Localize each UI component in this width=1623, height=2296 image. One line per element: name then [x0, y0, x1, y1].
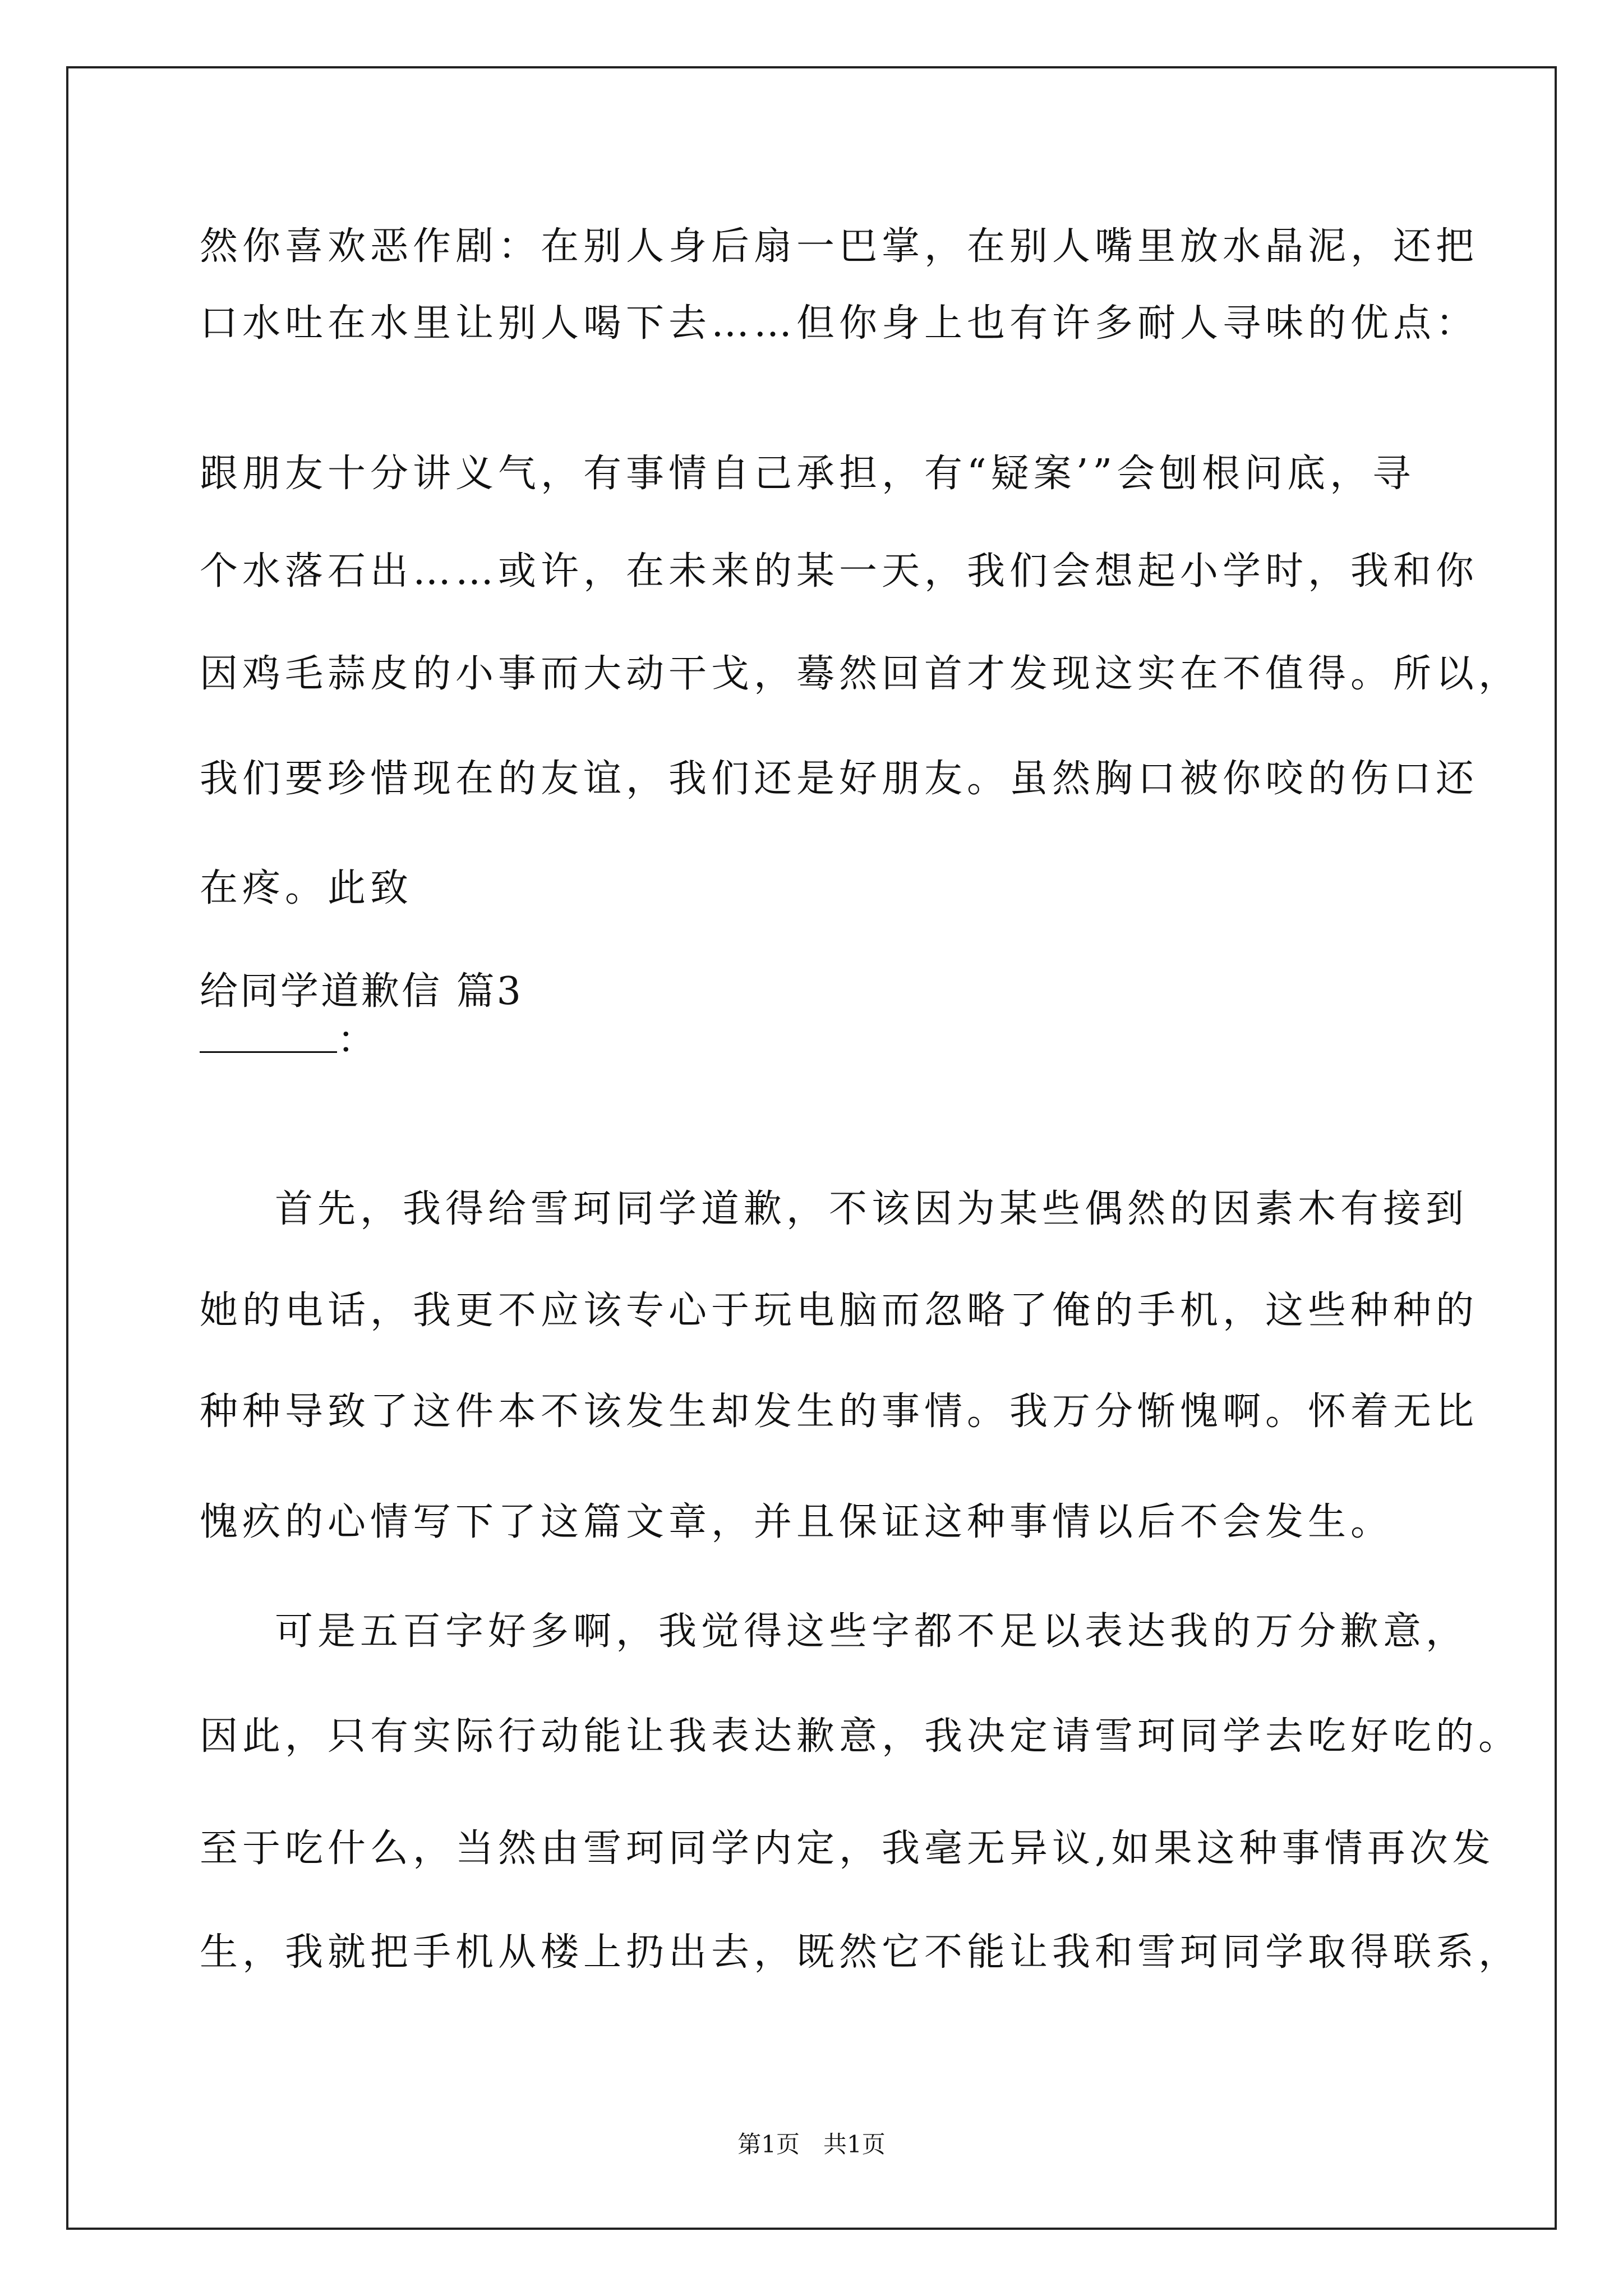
paragraph-line-indented: 首先，我得给雪珂同学道歉，不该因为某些偶然的因素木有接到 [275, 1187, 1469, 1231]
salutation-blank [200, 1019, 337, 1053]
paragraph-line: 愧疚的心情写下了这篇文章，并且保证这种事情以后不会发生。 [200, 1500, 1394, 1544]
paragraph-line: 因此，只有实际行动能让我表达歉意，我决定请雪珂同学去吃好吃的。 [200, 1714, 1521, 1759]
paragraph-line: 跟朋友十分讲义气，有事情自己承担，有“疑案’”会刨根问底，寻 [200, 452, 1415, 496]
paragraph-line-indented: 可是五百字好多啊，我觉得这些字都不足以表达我的万分歉意， [275, 1609, 1469, 1654]
paragraph-line: 个水落石出……或许，在未来的某一天，我们会想起小学时，我和你 [200, 549, 1479, 593]
paragraph-line: 她的电话，我更不应该专心于玩电脑而忽略了俺的手机，这些种种的 [200, 1289, 1479, 1333]
paragraph-line: 口水吐在水里让别人喝下去……但你身上也有许多耐人寻味的优点： [200, 301, 1479, 346]
paragraph-line: 因鸡毛蒜皮的小事而大动干戈，蓦然回首才发现这实在不值得。所以， [200, 652, 1521, 696]
paragraph-line: 在疼。此致 [200, 866, 413, 910]
salutation-colon: ： [337, 1018, 376, 1062]
page-border [66, 66, 1557, 2230]
section-heading: 给同学道歉信 篇3 [200, 969, 523, 1014]
paragraph-line: 至于吃什么，当然由雪珂同学内定，我毫无异议,如果这种事情再次发 [200, 1826, 1495, 1871]
paragraph-line: 我们要珍惜现在的友谊，我们还是好朋友。虽然胸口被你咬的伤口还 [200, 757, 1479, 801]
page-footer: 第1页 共1页 [737, 2131, 886, 2158]
paragraph-line: 然你喜欢恶作剧：在别人身后扇一巴掌，在别人嘴里放水晶泥，还把 [200, 224, 1479, 269]
paragraph-line: 种种导致了这件本不该发生却发生的事情。我万分惭愧啊。怀着无比 [200, 1389, 1479, 1434]
salutation [200, 1019, 375, 1060]
paragraph-line: 生，我就把手机从楼上扔出去，既然它不能让我和雪珂同学取得联系， [200, 1930, 1521, 1975]
